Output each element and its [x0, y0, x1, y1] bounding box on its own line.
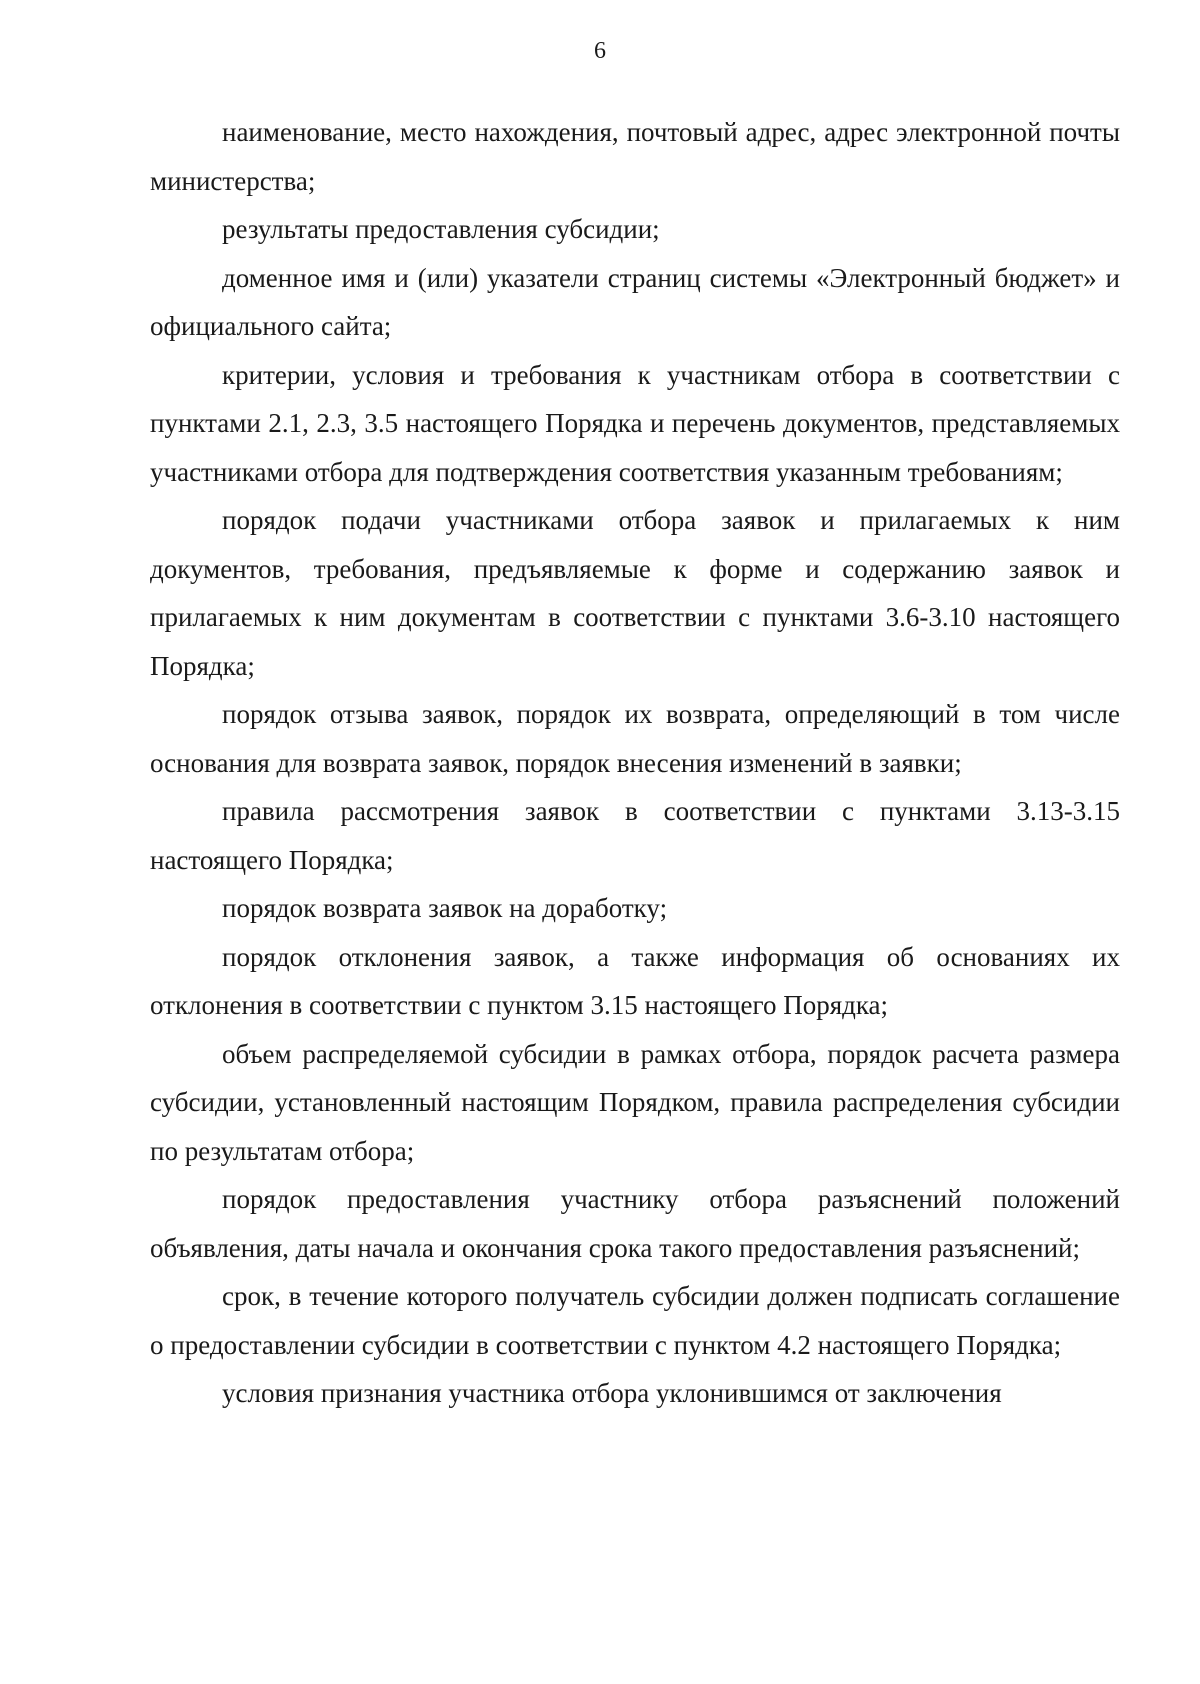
paragraph: порядок предоставления участнику отбора разъяснений положений объявления, даты начала и окончания срока такого предоставления разъяснений; [150, 1184, 1120, 1263]
paragraph: порядок подачи участниками отбора заявок и прилагаемых к ним документов, требования, предъявляемые к форме и содержанию заявок и прилагаемых к ним документам в соответствии с пунктами 3.6-3.10 настоящего Порядка; [150, 505, 1120, 681]
document-body [150, 108, 1120, 1418]
page-number: 6 [594, 38, 606, 64]
paragraph: срок, в течение которого получатель субсидии должен подписать соглашение о предоставлении субсидии в соответствии с пунктом 4.2 настоящего Порядка; [150, 1281, 1120, 1360]
paragraph: наименование, место нахождения, почтовый адрес, адрес электронной почты министерства; [150, 117, 1120, 196]
paragraph: объем распределяемой субсидии в рамках отбора, порядок расчета размера субсидии, установленный настоящим Порядком, правила распределения субсидии по результатам отбора; [150, 1038, 1120, 1166]
paragraph: условия признания участника отбора уклонившимся от заключения [222, 1378, 1002, 1408]
paragraph: правила рассмотрения заявок в соответствии с пунктами 3.13-3.15 настоящего Порядка; [150, 796, 1120, 875]
paragraph: порядок отзыва заявок, порядок их возврата, определяющий в том числе основания для возврата заявок, порядок внесения изменений в заявки; [150, 699, 1120, 778]
paragraph: критерии, условия и требования к участникам отбора в соответствии с пунктами 2.1, 2.3, 3.5 настоящего Порядка и перечень документов, представляемых участниками отбора для подтверждения соответствия указанным требованиям; [150, 359, 1120, 487]
paragraph: порядок возврата заявок на доработку; [222, 893, 668, 923]
paragraph: порядок отклонения заявок, а также информация об основаниях их отклонения в соответствии с пунктом 3.15 настоящего Порядка; [150, 941, 1120, 1020]
paragraph: результаты предоставления субсидии; [222, 214, 660, 244]
paragraph: доменное имя и (или) указатели страниц системы «Электронный бюджет» и официального сайта; [150, 262, 1120, 341]
